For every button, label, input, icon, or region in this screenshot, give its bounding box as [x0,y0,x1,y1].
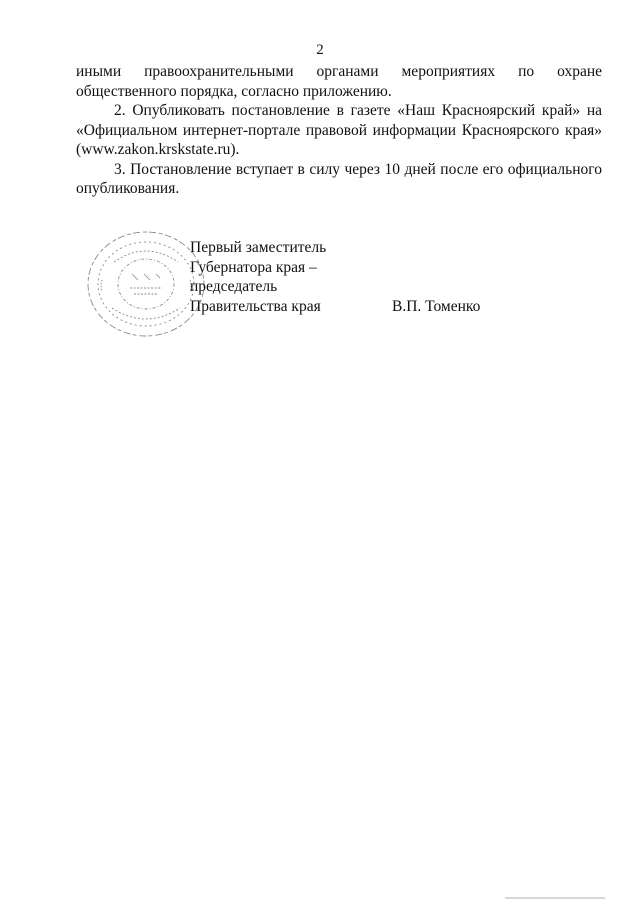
signatory-title-line-1: Первый заместитель [190,239,327,256]
scan-edge-mark [505,897,605,899]
paragraph-1-continuation: иными правоохранительными органами мероприятиях по охране общественного порядка, согласно приложению. [76,63,602,100]
document-body [76,62,602,199]
signatory-title-line-3: председатель [190,278,278,295]
page-number: 2 [316,42,324,58]
paragraph-3-effective-date: 3. Постановление вступает в силу через 10 дней после его официального опубликования. [76,160,602,197]
signatory-title-line-4: Правительства края [190,297,321,315]
signatory-title-line-2: Губернатора края – [190,258,317,276]
paragraph-2-publication: 2. Опубликовать постановление в газете «Наш Красноярский край» на «Официальном интернет-портале правовой информации Красноярского края» (www.zakon.krskstate.ru). [76,102,602,158]
signatory-name: В.П. Томенко [392,297,481,315]
signature-block [190,238,610,316]
